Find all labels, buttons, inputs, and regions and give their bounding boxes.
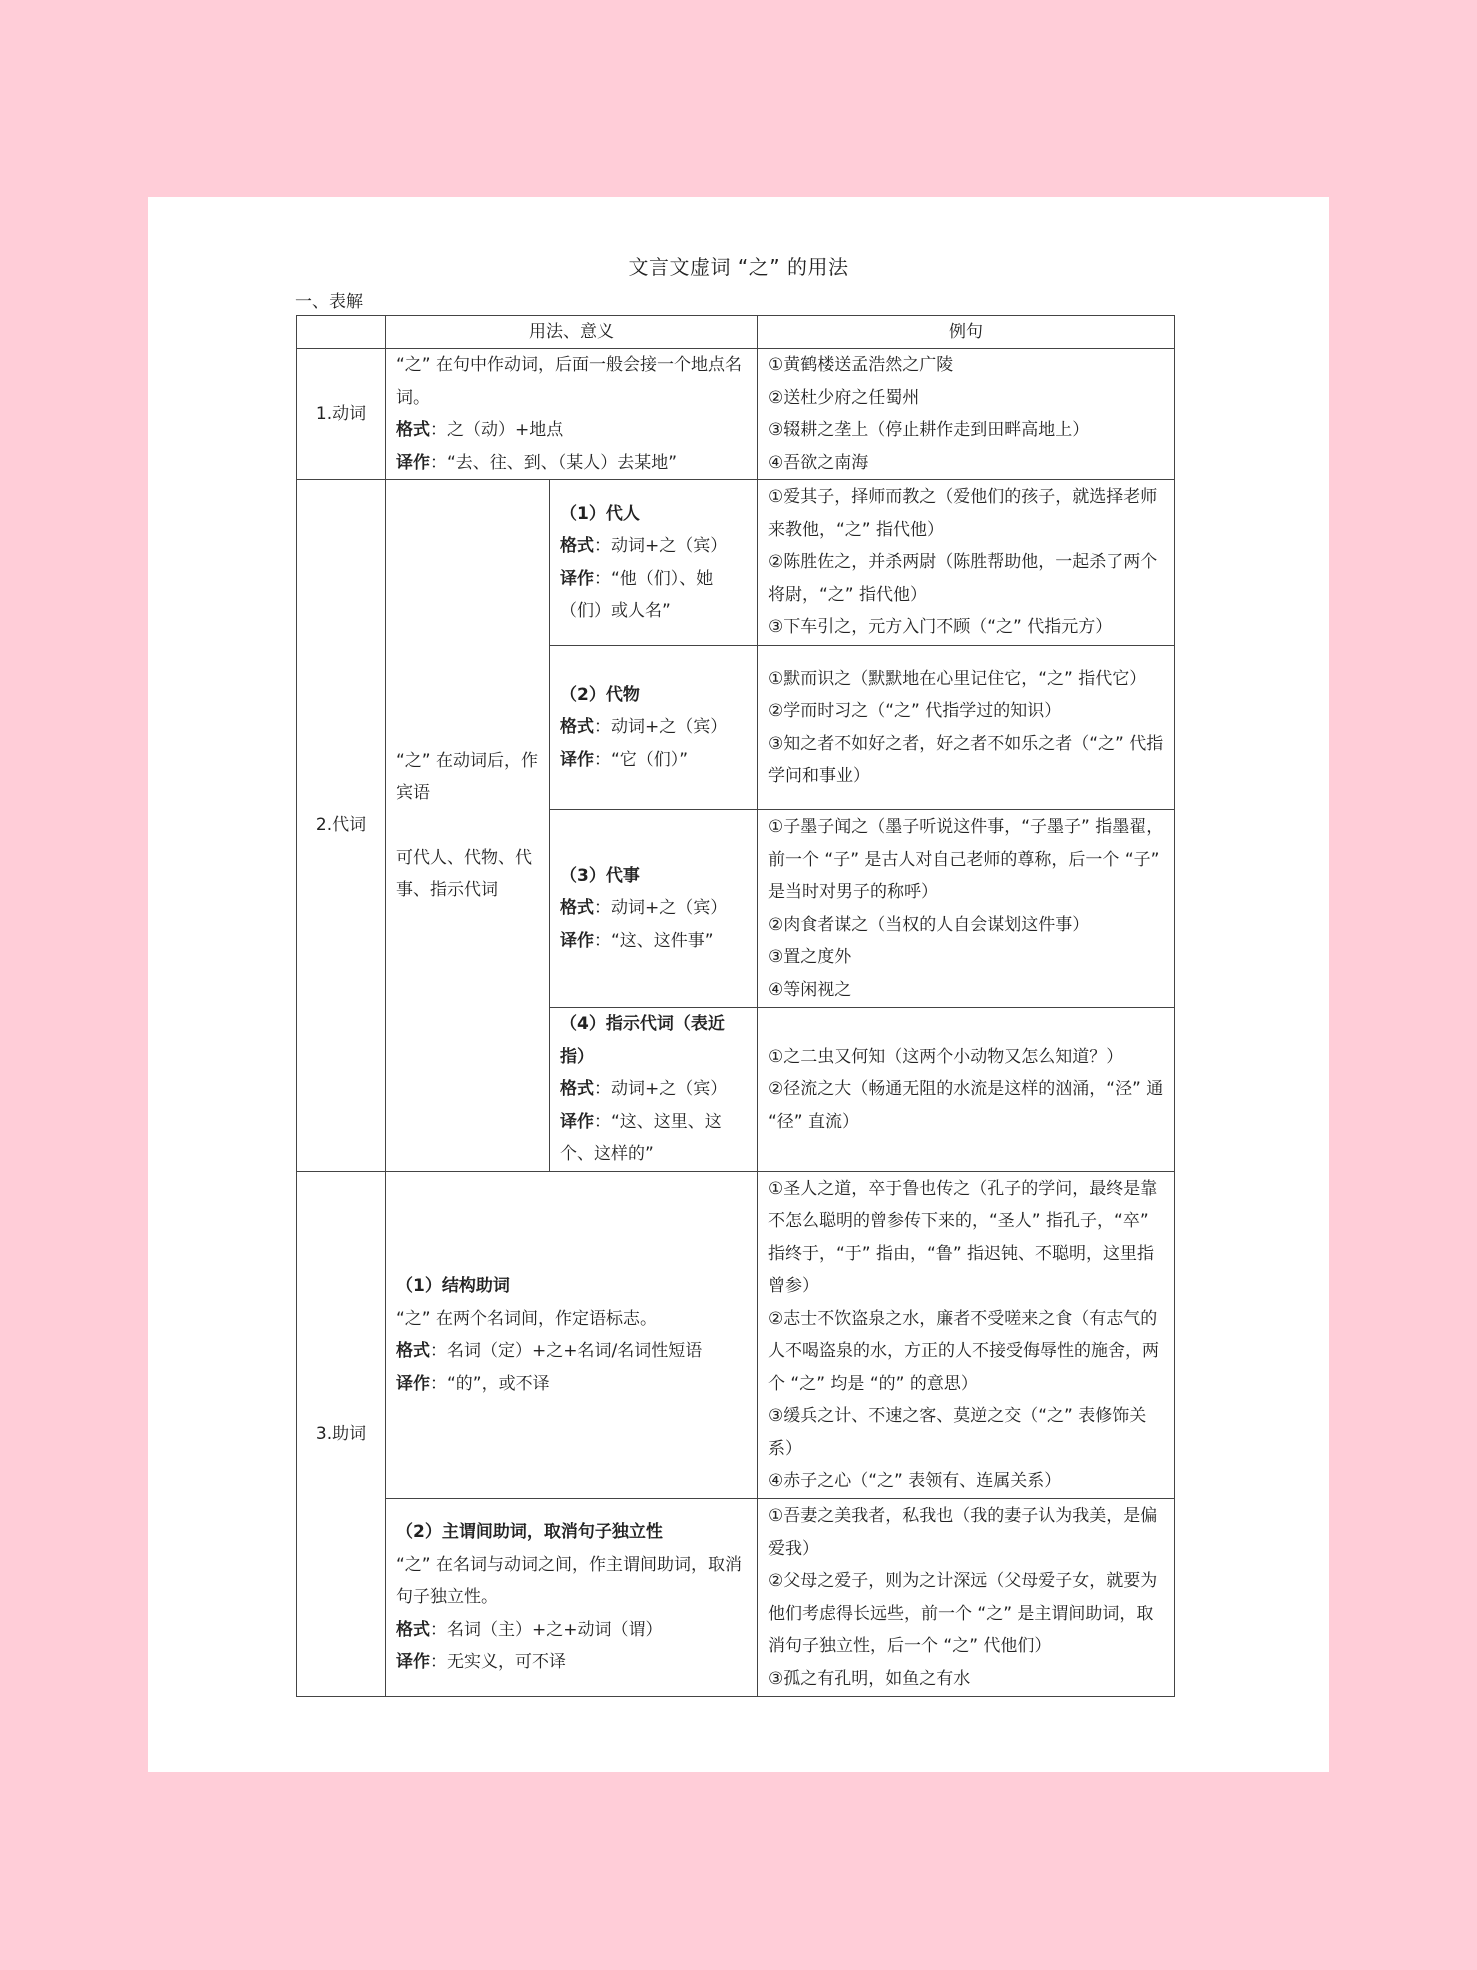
usage-cell [386,1499,758,1697]
usage-cell [550,646,758,810]
format-line [396,414,747,447]
sub-title: （4）指示代词（表近指） [560,1014,725,1067]
format-value: ：之（动）+地点 [430,420,564,440]
usage-cell [386,1172,758,1499]
translate-line [396,447,747,480]
example-line: ②肉食者谋之（当权的人自会谋划这件事） [768,914,1090,935]
sub-title: （2）代物 [560,684,640,705]
example-line: ②志士不饮盗泉之水，廉者不受嗟来之食（有志气的人不喝盗泉的水，方正的人不接受侮辱性的施舍，两个 “之” 均是 “的” 的意思） [768,1308,1159,1394]
document-page [148,197,1329,1772]
format-label: 格式 [396,420,430,440]
example-line: ①子墨子闻之（墨子听说这件事，“子墨子” 指墨翟，前一个 “子” 是古人对自己老师的尊称，后一个 “子” 是当时对男子的称呼） [768,817,1164,902]
table-header-row [297,316,1175,349]
usage-table [296,315,1175,1697]
translate-line: 译作：“他（们）、她（们）或人名” [560,568,714,621]
format-line: 格式：动词+之（宾） [560,898,728,919]
table-row [297,1172,1175,1499]
category-verb: 1.动词 [297,349,386,480]
example-line: ③辍耕之垄上（停止耕作走到田畔高地上） [768,420,1090,440]
example-line: ①黄鹤楼送孟浩然之广陵 [768,355,954,375]
sub-title: （2）主谓间助词，取消句子独立性 [396,1522,663,1543]
pronoun-desc-2: 可代人、代物、代事、指示代词 [396,847,532,900]
usage-desc: “之” 在句中作动词，后面一般会接一个地点名词。 [396,355,743,408]
example-line: ①爱其子，择师而教之（爱他们的孩子，就选择老师来教他，“之” 指代他） [768,487,1158,540]
examples-cell [758,810,1175,1008]
examples-cell [758,1008,1175,1172]
examples-cell [758,1499,1175,1697]
example-line: ①默而识之（默默地在心里记住它，“之” 指代它） [768,668,1147,689]
translate-label: 译作 [396,452,430,473]
translate-line: 译作：“的”，或不译 [396,1373,550,1394]
example-line: ③孤之有孔明，如鱼之有水 [768,1668,971,1689]
example-line: ②径流之大（畅通无阻的水流是这样的汹涌，“泾” 通 “径” 直流） [768,1079,1164,1132]
example-line: ③缓兵之计、不速之客、莫逆之交（“之” 表修饰关系） [768,1406,1147,1459]
pronoun-desc-1: “之” 在动词后，作宾语 [396,750,539,803]
example-line: ③下车引之，元方入门不顾（“之” 代指元方） [768,617,1113,638]
usage-cell [550,810,758,1008]
translate-line: 译作：“它（们）” [560,749,689,770]
example-line: ①吾妻之美我者，私我也（我的妻子认为我美，是偏爱我） [768,1506,1158,1559]
format-line: 格式：动词+之（宾） [560,1079,728,1100]
example-line: ④吾欲之南海 [768,452,869,473]
pronoun-desc-cell [386,480,550,1172]
sub-title: （1）结构助词 [396,1276,510,1296]
example-line: ③置之度外 [768,947,852,967]
example-line: ①圣人之道，卒于鲁也传之（孔子的学问，最终是靠不怎么聪明的曾参传下来的，“圣人” 指孔子，“卒” 指终于，“于” 指由，“鲁” 指迟钝、不聪明，这里指曾参） [768,1178,1158,1296]
table-row [297,1499,1175,1697]
category-particle: 3.助词 [297,1172,386,1697]
section-heading: 一、表解 [295,292,363,312]
example-line: ④等闲视之 [768,979,852,1000]
header-empty-cell [297,316,386,349]
format-line: 格式：动词+之（宾） [560,536,728,556]
format-line: 格式：名词（主）+之+动词（谓） [396,1619,663,1640]
example-line: ①之二虫又何知（这两个小动物又怎么知道？） [768,1046,1124,1067]
examples-cell [758,1172,1175,1499]
example-line: ②陈胜佐之，并杀两尉（陈胜帮助他，一起杀了两个将尉，“之” 指代他） [768,552,1158,605]
examples-cell [758,480,1175,646]
table-row [297,349,1175,480]
usage-cell [386,349,758,480]
document-title: 文言文虚词 “之” 的用法 [628,255,849,279]
examples-cell [758,349,1175,480]
translate-value: ：“去、往、到、（某人）去某地” [430,452,678,473]
translate-line: 译作：无实义，可不译 [396,1652,566,1673]
usage-cell [550,480,758,646]
format-line: 格式：名词（定）+之+名词/名词性短语 [396,1341,703,1361]
header-usage: 用法、意义 [386,316,758,349]
examples-cell [758,646,1175,810]
example-line: ②送杜少府之任蜀州 [768,387,920,408]
example-line: ②父母之爱子，则为之计深远（父母爱子女，就要为他们考虑得长远些，前一个 “之” 是主谓间助词，取消句子独立性，后一个 “之” 代他们） [768,1571,1158,1656]
usage-desc: “之” 在两个名词间，作定语标志。 [396,1308,658,1329]
example-line: ④赤子之心（“之” 表领有、连属关系） [768,1471,1062,1491]
translate-line: 译作：“这、这件事” [560,930,714,951]
header-example: 例句 [758,316,1175,349]
sub-title: （1）代人 [560,503,640,524]
translate-line: 译作：“这、这里、这个、这样的” [560,1111,722,1165]
category-pronoun: 2.代词 [297,480,386,1172]
format-line: 格式：动词+之（宾） [560,717,728,738]
example-line: ②学而时习之（“之” 代指学过的知识） [768,701,1062,721]
example-line: ③知之者不如好之者，好之者不如乐之者（“之” 代指学问和事业） [768,733,1164,786]
usage-desc: “之” 在名词与动词之间，作主谓间助词，取消句子独立性。 [396,1554,743,1608]
usage-cell [550,1008,758,1172]
table-row [297,480,1175,646]
sub-title: （3）代事 [560,865,640,886]
